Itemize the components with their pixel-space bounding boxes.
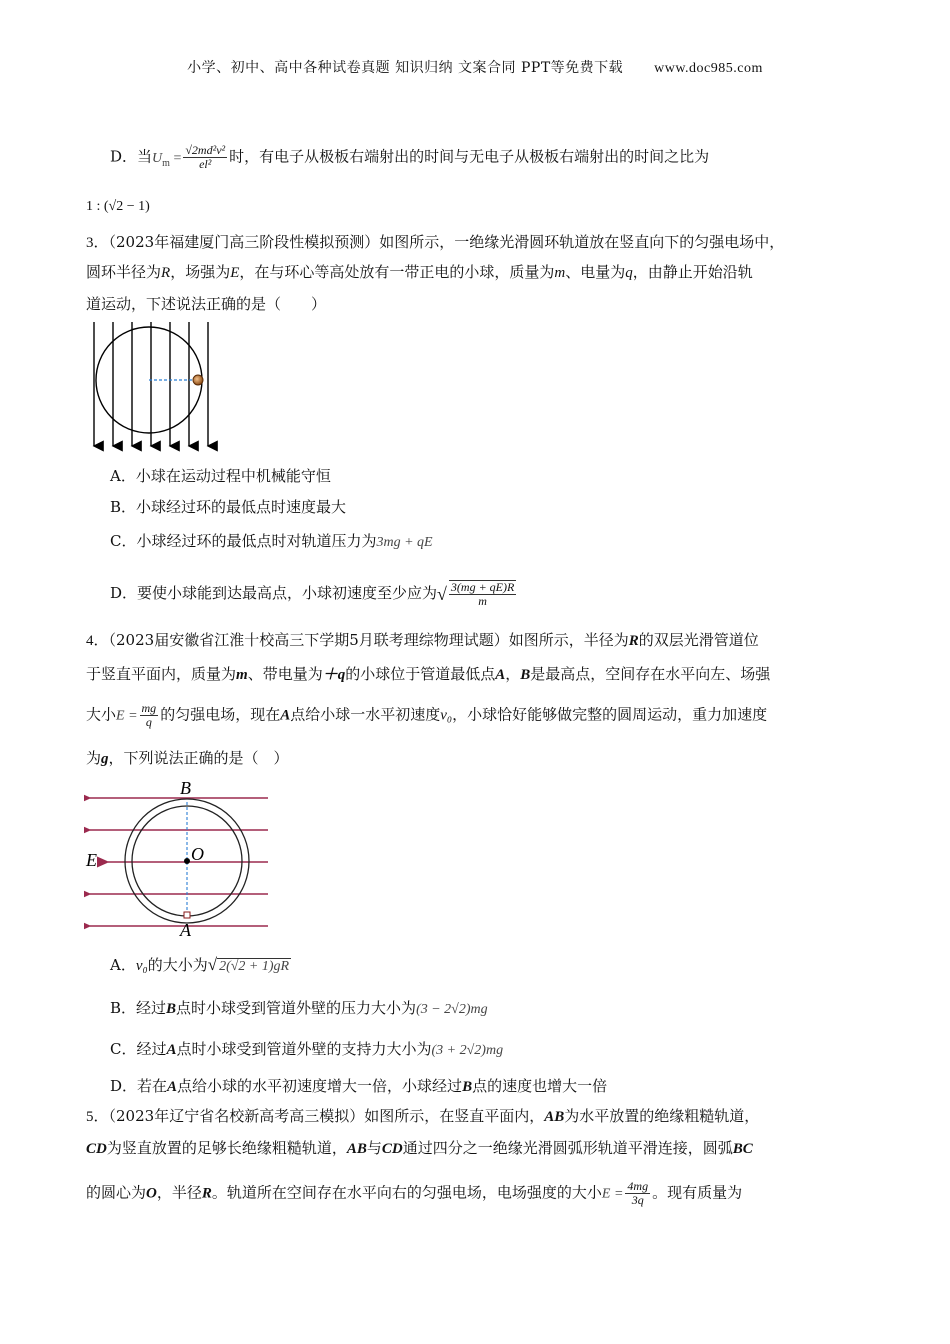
- q4-line-2: [86, 664, 770, 685]
- q2-optd-u: U: [152, 150, 163, 166]
- q3-field-lines: [94, 322, 208, 446]
- q4-optb-a: B．经过: [110, 999, 167, 1017]
- q5-l2a: 为竖直放置的足够长绝缘粗糙轨道，: [106, 1139, 347, 1157]
- q5-number: 5．: [86, 1109, 109, 1125]
- q3-l2a: 圆环半径为: [86, 263, 162, 281]
- q5-l2b: 与: [366, 1139, 382, 1157]
- q4-opta-formula: 2(√2 + 1)gR: [219, 959, 290, 974]
- q4-l1b: 的双层光滑管道位: [638, 631, 759, 649]
- q3-l2c: ，在与环心等高处放有一带正电的小球，质量为: [239, 263, 555, 281]
- q4-optb-b: 点时小球受到管道外壁的压力大小为: [176, 999, 417, 1017]
- q2-optd-den: el²: [199, 157, 212, 171]
- q4-opta-sqrt: √ 2(√2 + 1)gR: [207, 955, 290, 974]
- q4-l3-e: E =: [116, 708, 138, 724]
- q5-var-ab2: AB: [346, 1141, 367, 1157]
- q3-option-d: [110, 580, 518, 608]
- q3-figure: [86, 318, 226, 456]
- q4-option-c: [110, 1039, 503, 1061]
- q3-optd-sqrt: √: [437, 584, 447, 604]
- q4-label-b: B: [180, 778, 191, 798]
- q4-center-dot: [184, 858, 190, 864]
- q3-l2b: ，场强为: [170, 263, 231, 281]
- q4-option-d: [110, 1076, 607, 1097]
- q4-var-q: ＋q: [322, 667, 346, 683]
- q4-option-a: [110, 955, 291, 977]
- q3-optd-text: D．要使小球能到达最高点，小球初速度至少应为: [110, 584, 438, 602]
- q4-var-g: g: [101, 751, 109, 767]
- q4-optb-formula: (3 − 2√2)mg: [416, 1002, 488, 1017]
- q4-ball: [184, 912, 190, 918]
- q3-optd-num: 3(mg + qE)R: [450, 580, 515, 594]
- q4-label-o: O: [191, 844, 204, 864]
- q3-option-b: B．小球经过环的最低点时速度最大: [110, 498, 347, 516]
- q5-var-cd2: CD: [381, 1141, 403, 1157]
- q4-optd-var-b: B: [462, 1079, 473, 1095]
- q3-var-m: m: [554, 265, 566, 281]
- q2-optd-num: √2md²v²: [185, 143, 226, 157]
- q5-e-den: 3q: [631, 1193, 644, 1207]
- q4-var-m: m: [236, 667, 248, 683]
- q3-line-1: [86, 232, 784, 253]
- q3-l2d: 、电量为: [565, 263, 626, 281]
- q4-l2c: 的小球位于管道最低点: [345, 665, 496, 683]
- q5-l1a: （2023年辽宁省名校新高考高三模拟）如图所示，在竖直平面内，: [108, 1107, 545, 1125]
- q4-optc-a: C．经过: [110, 1040, 167, 1058]
- q5-var-o: O: [146, 1185, 157, 1202]
- q4-l2a: 于竖直平面内，质量为: [86, 665, 237, 683]
- q5-line-2: [86, 1138, 753, 1159]
- q3-optd-fraction: [449, 580, 516, 608]
- q4-l3-v0: v₀: [440, 707, 453, 724]
- q4-opta-v0: v₀: [135, 958, 148, 974]
- q5-var-cd: CD: [86, 1141, 107, 1157]
- q4-e-num: mg: [141, 701, 157, 715]
- q2-optd-fraction: [183, 144, 227, 171]
- q4-l2d: ，: [505, 665, 521, 683]
- q4-number: 4．: [86, 633, 109, 649]
- q3-l2e: ，由静止开始沿轨: [632, 263, 753, 281]
- q4-var-r: R: [628, 633, 639, 649]
- q4-line-1: [86, 630, 759, 651]
- q3-optc-text: C．小球经过环的最低点时对轨道压力为: [110, 532, 377, 550]
- q5-var-bc: BC: [732, 1141, 753, 1157]
- q4-figure: [84, 776, 274, 940]
- q4-optd-var-a: A: [167, 1079, 178, 1095]
- q4-optd-b: 点给小球的水平初速度增大一倍，小球经过: [177, 1077, 463, 1095]
- q4-e-den: q: [145, 715, 152, 729]
- q5-l2c: 通过四分之一绝缘光滑圆弧形轨道平滑连接，圆弧: [402, 1139, 733, 1157]
- q3-line-2: [86, 262, 753, 283]
- q4-optc-b: 点时小球受到管道外壁的支持力大小为: [176, 1040, 432, 1058]
- q4-l3d: ，小球恰好能够做完整的圆周运动，重力加速度: [452, 705, 768, 724]
- q5-var-r: R: [201, 1185, 212, 1202]
- q4-line-3: [86, 702, 767, 729]
- q3-line-3: 道运动，下述说法正确的是（ ）: [86, 295, 327, 313]
- q4-var-b: B: [520, 667, 531, 683]
- q5-e-fraction: [625, 1180, 650, 1207]
- q5-var-ab: AB: [544, 1109, 565, 1125]
- q4-l3b: 的匀强电场，现在: [160, 705, 281, 724]
- q2-optd-prefix: D．当: [110, 147, 153, 166]
- q5-l1b: 为水平放置的绝缘粗糙轨道，: [564, 1107, 760, 1125]
- q5-l3d: 。现有质量为: [652, 1183, 743, 1202]
- q3-optd-den: m: [478, 594, 487, 608]
- q4-l4a: 为: [86, 749, 102, 767]
- header-url[interactable]: www.doc985.com: [654, 61, 763, 76]
- q2-option-d: [110, 144, 709, 173]
- q4-l3a: 大小: [86, 705, 117, 724]
- q5-e-num: 4mg: [627, 1179, 649, 1193]
- q3-number: 3．: [86, 235, 109, 251]
- q3-var-r: R: [161, 265, 171, 281]
- q5-line-1: [86, 1106, 759, 1127]
- q4-e-fraction: [140, 702, 159, 729]
- q3-var-e: E: [230, 265, 240, 281]
- q3-option-c: [110, 531, 433, 553]
- q5-l3c: 。轨道所在空间存在水平向右的匀强电场，电场强度的大小: [211, 1183, 602, 1202]
- q4-var-a: A: [495, 667, 506, 683]
- q4-l2e: 是最高点，空间存在水平向左、场强: [530, 665, 771, 683]
- q4-label-a: A: [180, 920, 191, 940]
- q4-optb-var-b: B: [166, 1001, 177, 1017]
- q4-optc-var-a: A: [166, 1042, 177, 1058]
- q5-line-3: [86, 1180, 742, 1207]
- q5-l3-e: E =: [601, 1186, 624, 1202]
- q2-optd-ratio: 1 : (√2 − 1): [86, 199, 150, 214]
- q4-l3c: 点给小球一水平初速度: [290, 705, 441, 724]
- q4-l1a: （2023届安徽省江淮十校高三下学期5月联考理综物理试题）如图所示，半径为: [108, 631, 629, 649]
- q2-optd-u-sub: m: [162, 157, 170, 169]
- page-header: [0, 57, 950, 77]
- q4-optd-c: 点的速度也增大一倍: [472, 1077, 608, 1095]
- q3-ball: [193, 375, 203, 385]
- q4-l3-a: A: [280, 707, 291, 724]
- q4-option-b: [110, 998, 488, 1020]
- q4-opta-b: 的大小为: [147, 956, 208, 974]
- q5-l3a: 的圆心为: [86, 1183, 147, 1202]
- q4-l2b: 、带电量为: [247, 665, 323, 683]
- q3-optc-formula: 3mg + qE: [376, 535, 433, 550]
- q2-optd-eq: =: [173, 150, 182, 166]
- q4-label-e: E: [86, 850, 97, 870]
- q5-l3b: ，半径: [156, 1183, 202, 1202]
- q3-option-a: A．小球在运动过程中机械能守恒: [110, 467, 331, 485]
- header-text: 小学、初中、高中各种试卷真题 知识归纳 文案合同 PPT等免费下载: [187, 60, 624, 76]
- q4-optd-a: D．若在: [110, 1077, 168, 1095]
- q3-line1-text: （2023年福建厦门高三阶段性模拟预测）如图所示，一绝缘光滑圆环轨道放在竖直向下的匀强电场中，: [108, 233, 785, 251]
- q4-l4b: ，下列说法正确的是（ ）: [108, 749, 289, 767]
- q2-optd-text: 时，有电子从极板右端射出的时间与无电子从极板右端射出的时间之比为: [229, 147, 710, 166]
- q4-opta-a: A．: [110, 956, 136, 974]
- q3-var-q: q: [625, 265, 633, 281]
- q4-optc-formula: (3 + 2√2)mg: [431, 1043, 504, 1058]
- q4-field-lines: [90, 798, 268, 926]
- q4-line-4: [86, 748, 289, 769]
